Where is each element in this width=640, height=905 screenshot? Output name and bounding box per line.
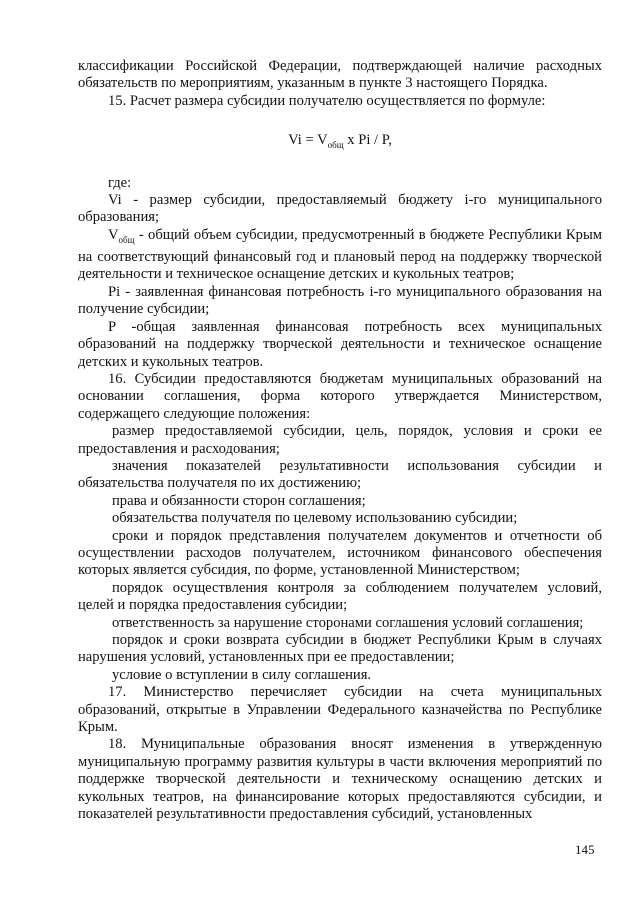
definition-p: P -общая заявленная финансовая потребность всех муниципальных образований на поддержку творческой деятельности и техническое оснащение детских и кукольных театров.: [78, 318, 602, 370]
paragraph-18: 18. Муниципальные образования вносят изменения в утвержденную муниципальную программу развития культуры в части включения мероприятий по поддержке творческой деятельности и техническому оснащению детских и кукольных театров, на финансирование которых предоставляются субсидии, и показателей результативности предоставления субсидий, установленных: [78, 736, 602, 823]
list-item: права и обязанности сторон соглашения;: [112, 492, 366, 509]
list-item: обязательства получателя по целевому использованию субсидии;: [112, 510, 518, 527]
definition-pi: Pi - заявленная финансовая потребность i-го муниципального образования на получение субсидии;: [78, 283, 602, 318]
page-number: 145: [575, 842, 595, 857]
paragraph-16: 16. Субсидии предоставляются бюджетам муниципальных образований на основании соглашения, форма которого утверждается Министерством, содержащего следующие положения:: [78, 370, 602, 422]
list-item: сроки и порядок представления получателем документов и отчетности об осуществлении расходов получателем, источником финансового обеспечения которых является субсидия, по форме, установленной Министерством;: [78, 527, 602, 579]
paragraph-17: 17. Министерство перечисляет субсидии на счета муниципальных образований, открытые в Управлении Федерального казначейства по Республике Крым.: [78, 684, 602, 736]
list-item: ответственность за нарушение сторонами соглашения условий соглашения;: [112, 614, 584, 631]
formula-right: x Pi / P,: [343, 132, 392, 149]
list-item: условие о вступлении в силу соглашения.: [112, 666, 372, 683]
formula-left: Vi = V: [288, 132, 328, 149]
definition-vobsh: [78, 227, 602, 284]
subsidy-formula: [78, 132, 602, 154]
where-label: где:: [108, 174, 132, 191]
list-item: значения показателей результативности использования субсидии и обязательства получателя по их достижению;: [78, 457, 602, 492]
list-item: порядок осуществления контроля за соблюдением получателем условий, целей и порядка предоставления субсидии;: [78, 579, 602, 614]
list-item: размер предоставляемой субсидии, цель, порядок, условия и сроки ее предоставления и расходования;: [78, 423, 602, 457]
definition-vi: Vi - размер субсидии, предоставляемый бюджету i-го муниципального образования;: [78, 191, 602, 226]
paragraph-15: 15. Расчет размера субсидии получателю осуществляется по формуле:: [108, 92, 546, 109]
vobsh-text: - общий объем субсидии, предусмотренный в бюджете Республики Крым на соответствующий финансовый год и плановый перод на поддержку творческой деятельности и техническое оснащение детских и кукольных театров;: [78, 226, 602, 283]
vobsh-symbol: V: [108, 226, 119, 243]
paragraph-continuation: классификации Российской Федерации, подтверждающей наличие расходных обязательств по мероприятиям, указанным в пункте 3 настоящего Порядка.: [78, 58, 602, 92]
list-item: порядок и сроки возврата субсидии в бюджет Республики Крым в случаях нарушения условий, установленных при ее предоставлении;: [78, 632, 602, 666]
page-body: [78, 58, 602, 823]
vobsh-subscript: общ: [118, 234, 135, 245]
formula-subscript: общ: [327, 140, 344, 151]
